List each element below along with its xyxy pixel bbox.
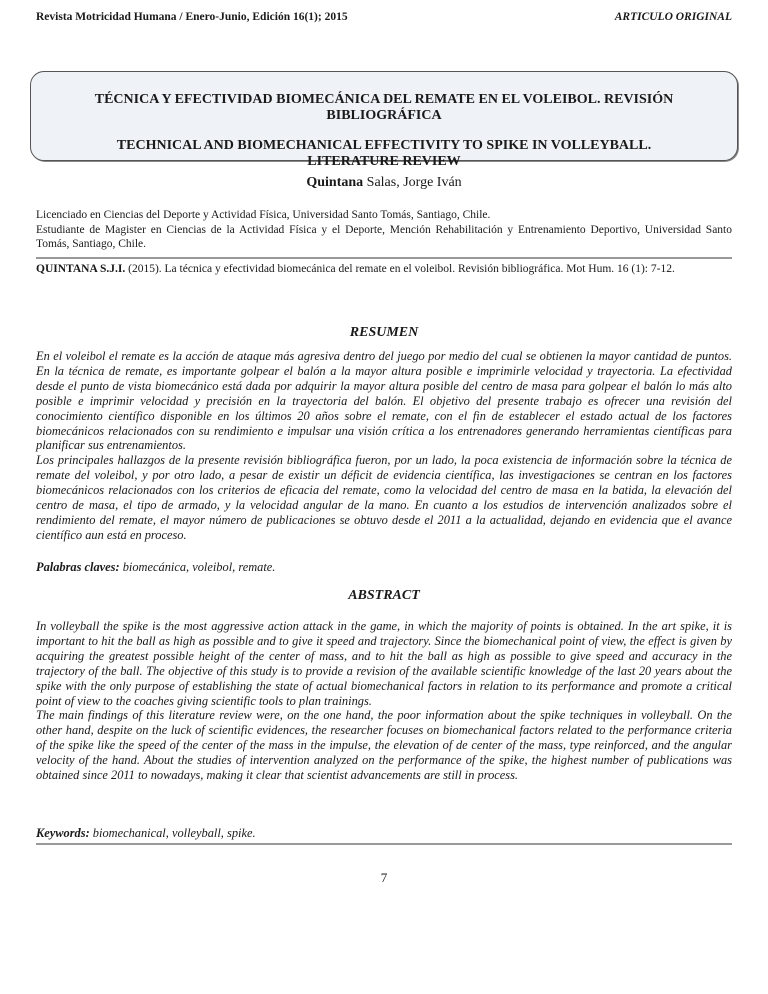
paragraph: Los principales hallazgos de la presente revisión bibliográfica fueron, por un lado, la poca existencia de información sobre la técnica de remate del voleibol, y por otro lado, a pesar de existir un déficit de evidencia científica, las investigaciones se centran en los factores biomecánicos relacionados con los criterios de eficacia del remate, como la velocidad del centro de masa en la batida, la elevación del centro de masa, el tipo de armado, y la velocidad angular de la mano. En cuanto a los estudios de intervención analizados sobre el rendimiento del remate, el mayor número de publicaciones se obtuvo desde el 2011 a la actualidad, dejando en evidencia que el avance científico aun está en proceso. xyxy=(36,453,732,542)
paragraph: In volleyball the spike is the most aggressive action attack in the game, in which the majority of points is obtained. In the art spike, it is important to hit the ball as high as possible and to give it speed and trajectory. Since the biomechanical point of view, the effect is given by acquiring the greatest possible height of the center of mass, and to hit the ball as high as possible to give speed and accuracy in the trajectory of the ball. The objective of this study is to provide a revision of the available scientific knowledge of the last 20 years about the spike with the only purpose of establishing the state of actual biomechanical factors in relation to its performance and promote a critical point of view to the coaches giving scientific tools to plan trainings. xyxy=(36,619,732,708)
keywords-line xyxy=(36,826,256,841)
citation-text: (2015). La técnica y efectividad biomecánica del remate en el voleibol. Revisión bibliográfica. Mot Hum. 16 (1): 7-12. xyxy=(125,263,675,275)
keywords: biomecánica, voleibol, remate. xyxy=(119,560,276,574)
author-surname: Quintana xyxy=(306,175,364,190)
divider xyxy=(36,843,732,845)
resumen-heading: RESUMEN xyxy=(349,325,419,340)
keywords-label: Keywords: xyxy=(36,826,90,840)
title-spanish-line2: BIBLIOGRÁFICA xyxy=(326,108,442,123)
paragraph: En el voleibol el remate es la acción de ataque más agresiva dentro del juego por medio del cual se obtienen la mayor cantidad de puntos. En la técnica de remate, es importante golpear el balón a la mayor altura posible e imprimirle velocidad y trayectoria. La efectividad desde el punto de vista biomecánico está dada por adquirir la mayor altura posible del centro de masa para golpear el balón lo más alto posible e imprimir velocidad y precisión en la trayectoria del balón. El objetivo del presente trabajo es ofrecer una revisión del conocimiento científico disponible en los últimos 20 años sobre el remate, con el fin de establecer el estado actual de los factores biomecánicos relacionados con su rendimiento e impulsar una visión crítica a los entrenadores generando herramientas científicas para planificar sus entrenamientos. xyxy=(36,349,732,453)
affiliation: Licenciado en Ciencias del Deporte y Actividad Física, Universidad Santo Tomás, Santiago, Chile. xyxy=(36,209,491,221)
citation xyxy=(36,262,732,277)
affiliations xyxy=(36,208,732,252)
title-spanish-line1: TÉCNICA Y EFECTIVIDAD BIOMECÁNICA DEL REMATE EN EL VOLEIBOL. REVISIÓN xyxy=(94,92,674,107)
keywords: biomechanical, volleyball, spike. xyxy=(89,826,256,840)
article-type: ARTICULO ORIGINAL xyxy=(614,11,732,23)
affiliation: Estudiante de Magister en Ciencias de la Actividad Física y el Deporte, Mención Rehabilitación y Entrenamiento Deportivo, Universidad Santo Tomás, Santiago, Chile. xyxy=(36,223,732,250)
title-english-line2: LITERATURE REVIEW xyxy=(307,154,461,169)
page-number: 7 xyxy=(380,870,388,885)
palabras-claves xyxy=(36,560,275,575)
title-english-line1: TECHNICAL AND BIOMECHANICAL EFFECTIVITY TO SPIKE IN VOLLEYBALL. xyxy=(116,138,652,153)
abstract-body xyxy=(36,619,732,783)
author xyxy=(0,175,768,191)
divider xyxy=(36,257,732,259)
running-header xyxy=(36,11,732,23)
author-name: Salas, Jorge Iván xyxy=(363,175,462,190)
keywords-label: Palabras claves: xyxy=(36,560,120,574)
paragraph: The main findings of this literature review were, on the one hand, the poor information about the spike techniques in volleyball. On the other hand, despite on the luck of scientific evidences, the researcher focuses on biomechanical factors related to the performance criteria of the spike like the speed of the center of the mass in the impulse, the elevation of de center of the mass, type reinforced, and the angular velocity of the hand. About the studies of intervention analyzed on the performance of the spike, the highest number of publications was obtained since 2011 to nowadays, making it clear that scientist advancements are still in process. xyxy=(36,708,732,783)
title-box xyxy=(30,71,738,169)
citation-author: QUINTANA S.J.I. xyxy=(36,263,126,275)
resumen-body xyxy=(36,349,732,543)
journal-info: Revista Motricidad Humana / Enero-Junio, Edición 16(1); 2015 xyxy=(36,11,348,23)
abstract-heading: ABSTRACT xyxy=(348,588,420,603)
